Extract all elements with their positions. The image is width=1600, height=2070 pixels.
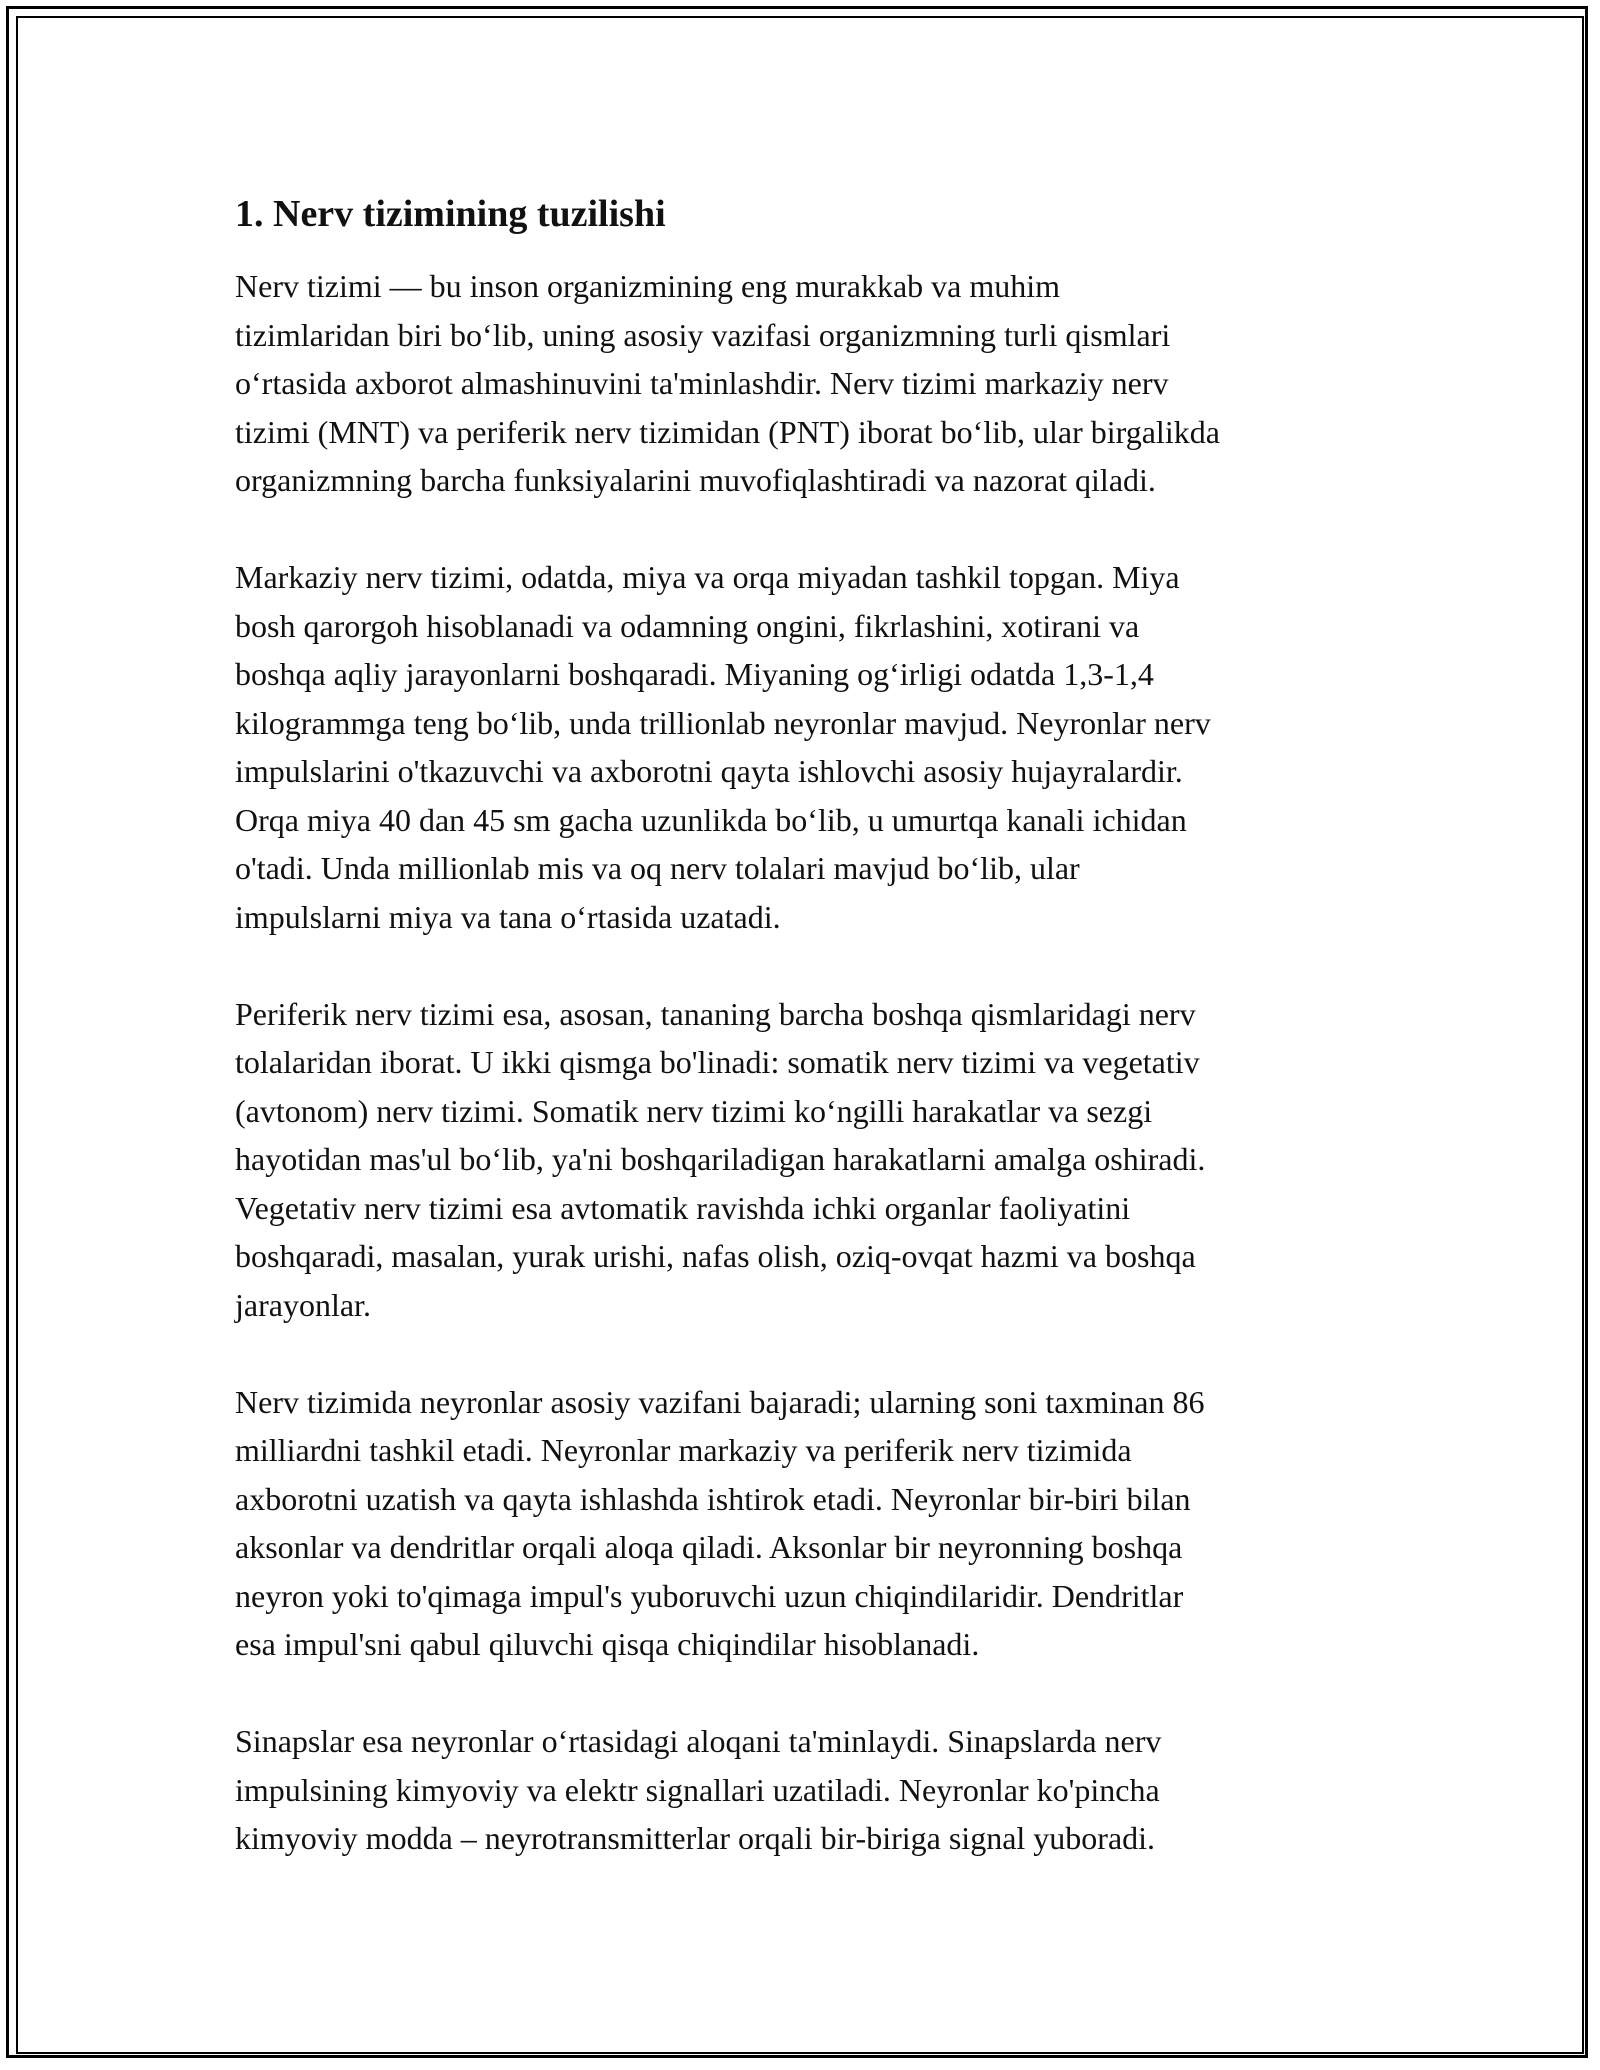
text-line: bosh qarorgoh hisoblanadi va odamning ongini, fikrlashini, xotirani va [235, 607, 1140, 644]
text-line: Nerv tizimida neyronlar asosiy vazifani bajaradi; ularning soni taxminan 86 [235, 1383, 1205, 1420]
text-line: Orqa miya 40 dan 45 sm gacha uzunlikda bo‘lib, u umurtqa kanali ichidan [235, 801, 1187, 838]
paragraph-1 [235, 262, 1375, 505]
paragraph-5 [235, 1717, 1375, 1863]
text-line: axborotni uzatish va qayta ishlashda ishtirok etadi. Neyronlar bir-biri bilan [235, 1480, 1191, 1517]
text-line: Sinapslar esa neyronlar o‘rtasidagi aloqani ta'minlaydi. Sinapslarda nerv [235, 1723, 1162, 1759]
text-line: impulsining kimyoviy va elektr signallari uzatiladi. Neyronlar ko'pincha [235, 1771, 1160, 1808]
text-line: impulslarini o'tkazuvchi va axborotni qayta ishlovchi asosiy hujayralardir. [235, 753, 1183, 789]
document-body [235, 186, 1375, 1911]
text-line: organizmning barcha funksiyalarini muvofiqlashtiradi va nazorat qiladi. [235, 462, 1156, 498]
text-line: kimyoviy modda – neyrotransmitterlar orqali bir-biriga signal yuboradi. [235, 1820, 1156, 1856]
paragraph-2 [235, 553, 1375, 941]
text-line: hayotidan mas'ul bo‘lib, ya'ni boshqariladigan harakatlarni amalga oshiradi. [235, 1141, 1206, 1177]
text-line: Nerv tizimi — bu inson organizmining eng murakkab va muhim [235, 268, 1061, 304]
text-line: tizimi (MNT) va periferik nerv tizimidan (PNT) iborat bo‘lib, ular birgalikda [235, 413, 1220, 450]
text-line: tolalaridan iborat. U ikki qismga bo'linadi: somatik nerv tizimi va vegetativ [235, 1044, 1200, 1080]
text-line: Vegetativ nerv tizimi esa avtomatik ravishda ichki organlar faoliyatini [235, 1189, 1131, 1226]
text-line: Markaziy nerv tizimi, odatda, miya va orqa miyadan tashkil topgan. Miya [235, 559, 1180, 595]
text-line: boshqaradi, masalan, yurak urishi, nafas olish, oziq-ovqat hazmi va boshqa [235, 1238, 1196, 1274]
text-line: Periferik nerv tizimi esa, asosan, tananing barcha boshqa qismlaridagi nerv [235, 995, 1196, 1032]
text-line: aksonlar va dendritlar orqali aloqa qiladi. Aksonlar bir neyronning boshqa [235, 1529, 1183, 1565]
text-line: o'tadi. Unda millionlab mis va oq nerv tolalari mavjud bo‘lib, ular [235, 850, 1080, 886]
text-line: kilogrammga teng bo‘lib, unda trillionlab neyronlar mavjud. Neyronlar nerv [235, 704, 1211, 741]
text-line: tizimlaridan biri bo‘lib, uning asosiy vazifasi organizmning turli qismlari [235, 316, 1171, 353]
text-line: neyron yoki to'qimaga impul's yuboruvchi uzun chiqindilaridir. Dendritlar [235, 1577, 1184, 1614]
paragraph-3 [235, 990, 1375, 1330]
text-line: jarayonlar. [235, 1286, 371, 1323]
paragraph-4 [235, 1378, 1375, 1669]
text-line: (avtonom) nerv tizimi. Somatik nerv tizimi ko‘ngilli harakatlar va sezgi [235, 1092, 1153, 1129]
text-line: esa impul'sni qabul qiluvchi qisqa chiqindilar hisoblanadi. [235, 1626, 980, 1662]
text-line: milliardni tashkil etadi. Neyronlar markaziy va periferik nerv tizimida [235, 1432, 1132, 1468]
text-line: boshqa aqliy jarayonlarni boshqaradi. Miyaning og‘irligi odatda 1,3-1,4 [235, 656, 1154, 692]
section-heading: 1. Nerv tizimining tuzilishi [235, 193, 666, 235]
text-line: impulslarni miya va tana o‘rtasida uzatadi. [235, 898, 781, 935]
text-line: o‘rtasida axborot almashinuvini ta'minlashdir. Nerv tizimi markaziy nerv [235, 365, 1169, 401]
